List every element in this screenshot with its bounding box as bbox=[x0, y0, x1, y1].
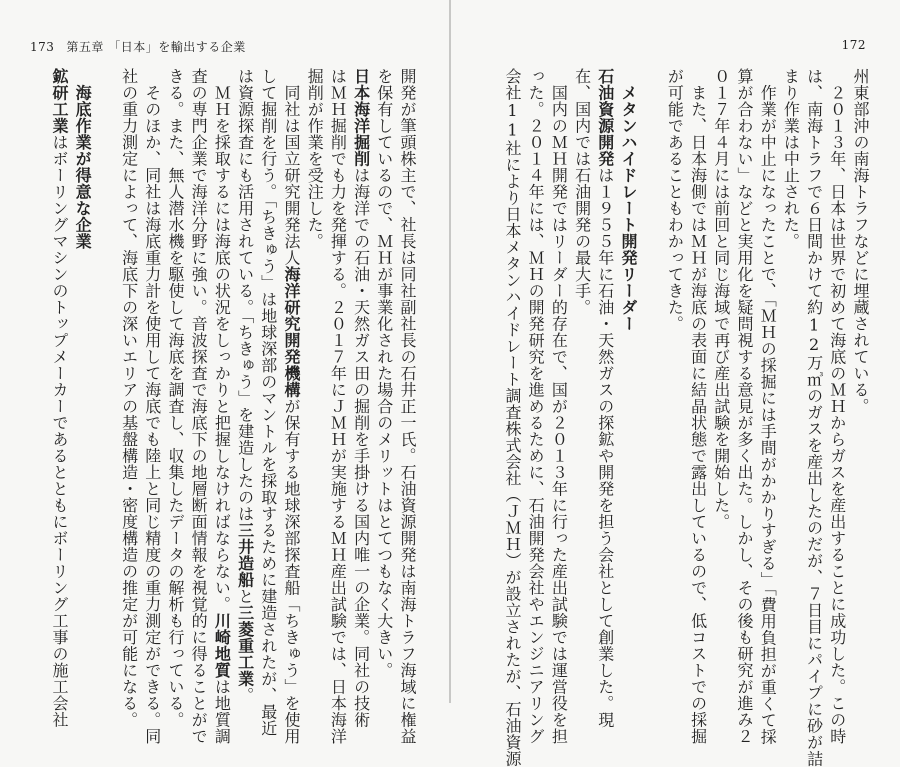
text-line bbox=[524, 68, 547, 745]
text-segment: ＭＨを採取するには海底の状況をしっかりと把握しなければならない。 bbox=[212, 68, 232, 613]
text-line bbox=[373, 68, 396, 678]
bold-term: 石油資源開発 bbox=[595, 68, 615, 167]
text-segment: ２０１３年、日本は世界で初めて海底のＭＨからガスを産出することに成功した。この時 bbox=[827, 68, 847, 745]
text-segment: まり作業は中止された。 bbox=[781, 68, 801, 250]
text-segment: 査の専門企業で海洋分野に強い。音波探査で海底下の地層断面情報を視覚的に得ることがで bbox=[189, 68, 209, 745]
text-line bbox=[233, 68, 256, 704]
bold-term: 鉱研工業 bbox=[49, 68, 69, 134]
text-line bbox=[117, 68, 140, 728]
text-segment: が保有する地球深部探査船「ちきゅう」を使用 bbox=[281, 398, 301, 745]
text-line bbox=[802, 68, 825, 767]
text-line bbox=[257, 68, 280, 737]
text-line bbox=[501, 68, 524, 767]
text-line bbox=[663, 68, 686, 678]
text-segment: は、南海トラフで６日間かけて約12万㎥のガスを産出したのだが、７日目にパイプに砂が詰 bbox=[804, 68, 824, 767]
text-segment: を保有しているので、ＭＨが事業化された場合のメリットはとてつもなく大きい。 bbox=[374, 68, 394, 679]
section-heading: 海底作業が得意な企業 bbox=[73, 84, 93, 250]
text-segment: はボーリングマシンのトップメーカーであるとともにボーリング工事の施工会社 bbox=[49, 134, 69, 728]
text-segment: 国内のＭＨ開発ではリーダー的存在で、国が２０１３年に行った産出試験では運営役を担 bbox=[549, 68, 569, 745]
text-line bbox=[849, 68, 872, 678]
text-segment: った。２０１４年には、ＭＨの開発研究を進めるために、石油開発会社やエンジニアリング bbox=[526, 68, 546, 745]
text-line bbox=[640, 68, 663, 678]
left-page bbox=[0, 0, 449, 745]
text-segment: ０１７年４月には前回と同じ海域で再び産出試験を開始した。 bbox=[711, 68, 731, 530]
text-segment: は資源探査にも活用されている。「ちきゅう」を建造したのは bbox=[235, 68, 255, 522]
text-line bbox=[280, 68, 303, 745]
text-segment: は１９５５年に石油・天然ガスの探鉱や開発を担う会社として創業した。現 bbox=[595, 167, 615, 728]
text-segment: して掘削を行う。「ちきゅう」は地球深部のマントルを採取するために建造されたが、最近 bbox=[258, 68, 278, 737]
section-heading: メタンハイドレート開発リーダー bbox=[618, 84, 638, 332]
bold-term: 三井造船 bbox=[235, 522, 255, 588]
running-head: 第五章 「日本」を輸出する企業 bbox=[66, 40, 246, 54]
text-segment: 作業が中止になったことで、「ＭＨの採掘には手間がかかりすぎる」「費用負担が重くて採 bbox=[758, 68, 778, 745]
right-page-header bbox=[842, 38, 866, 52]
left-page-number: 173 bbox=[30, 40, 55, 54]
text-segment: が可能であることもわかってきた。 bbox=[665, 68, 685, 332]
bold-term: 海洋研究開発機構 bbox=[281, 266, 301, 398]
bold-term: 三菱重工業 bbox=[235, 604, 255, 687]
bold-term: 日本海洋掘削 bbox=[351, 68, 371, 167]
text-segment: 州東部沖の南海トラフなどに埋蔵されている。 bbox=[851, 68, 870, 415]
text-segment: 同社は国立研究開発法人 bbox=[281, 68, 301, 266]
text-segment: と bbox=[235, 588, 255, 605]
text-segment: 会社11社により日本メタンハイドレート調査株式会社（ＪＭＨ）が設立されたが、石油資源 bbox=[502, 68, 522, 767]
right-page-number: 172 bbox=[841, 38, 866, 52]
text-line bbox=[733, 68, 756, 745]
text-segment: そのほか、同社は海底重力計を使用して海底でも陸上と同じ精度の重力測定ができる。同 bbox=[142, 68, 162, 745]
text-segment: は地質調 bbox=[212, 678, 232, 745]
text-line bbox=[48, 68, 71, 728]
left-page-body-text bbox=[37, 68, 419, 745]
text-segment: 社の重力測定によって、海底下の深いエリアの基盤構造・密度構造の推定が可能になる。 bbox=[119, 68, 139, 728]
text-line bbox=[396, 68, 419, 745]
text-line bbox=[326, 68, 349, 745]
text-line bbox=[617, 68, 640, 678]
text-line bbox=[710, 68, 733, 678]
text-line bbox=[779, 68, 802, 678]
text-line bbox=[303, 68, 326, 678]
text-segment: 算が合わない」などと実用化を疑問視する意見が多く出た。しかし、その後も研究が進み２ bbox=[734, 68, 754, 745]
text-segment: は海洋での石油・天然ガス田の掘削を手掛ける国内唯一の企業。同社の技術 bbox=[351, 167, 371, 728]
text-segment: また、日本海側ではＭＨが海底の表面に結晶状態で露出しているので、低コストでの採掘 bbox=[688, 68, 708, 745]
text-line bbox=[210, 68, 233, 745]
text-line bbox=[547, 68, 570, 745]
text-line bbox=[71, 68, 94, 678]
text-line bbox=[686, 68, 709, 745]
text-segment: 。 bbox=[235, 687, 255, 704]
text-segment: 開発が筆頭株主で、社長は同社副社長の石井正一氏。石油資源開発は南海トラフ海域に権益 bbox=[398, 68, 417, 745]
text-line bbox=[826, 68, 849, 745]
text-line bbox=[756, 68, 779, 745]
text-line bbox=[594, 68, 617, 728]
text-segment: きる。また、無人潜水機を駆使して海底を調査し、収集したデータの解析も行っている。 bbox=[165, 68, 185, 728]
right-page bbox=[451, 0, 900, 767]
text-line bbox=[94, 68, 117, 678]
text-line bbox=[164, 68, 187, 728]
text-segment: はＭＨ掘削でも力を発揮する。２０１７年にＪＭＨが実施するＭＨ産出試験では、日本海洋 bbox=[328, 68, 348, 745]
text-line bbox=[141, 68, 164, 745]
bold-term: 川崎地質 bbox=[212, 612, 232, 679]
text-segment: 掘削が作業を受注した。 bbox=[305, 68, 325, 250]
text-line bbox=[187, 68, 210, 745]
left-page-header bbox=[30, 38, 246, 55]
text-line bbox=[349, 68, 372, 728]
text-segment: 在、国内では石油開発の最大手。 bbox=[572, 68, 592, 316]
text-line bbox=[570, 68, 593, 678]
right-page-body-text bbox=[494, 68, 872, 767]
